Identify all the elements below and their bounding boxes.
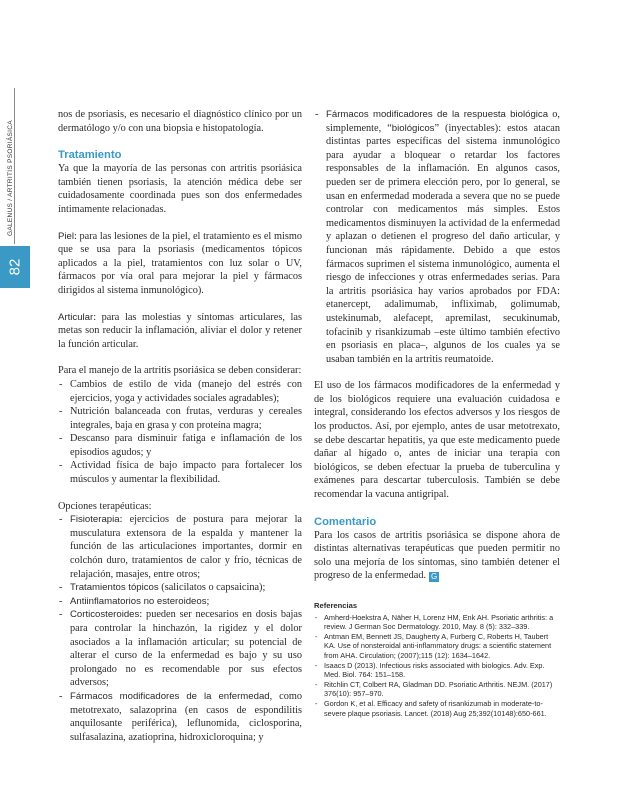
articular-label: Articular [58, 311, 94, 323]
right-column [314, 108, 560, 718]
list-item: - Nutrición balanceada con frutas, verduras y cereales integrales, baja en grasa y con proteína magra; [58, 405, 302, 432]
biologic-quote: biológicos [391, 122, 435, 134]
articular-paragraph [58, 311, 302, 352]
list-item: - Cambios de estilo de vida (manejo del estrés con ejercicios, yoga y actividades sociales agradables); [58, 378, 302, 405]
opciones-intro: Opciones terapéuticas: [58, 500, 152, 512]
piel-text: : para las lesiones de la piel, el tratamiento es el mismo que se usa para la psoriasis (medicamentos tópicos aplicados a la piel, tratamientos con luz solar o UV, fármacos por vía oral para mejorar la piel y fármacos dirigidos al sistema inmunológico). [58, 230, 302, 296]
comentario-text: Para los casos de artritis psoriásica se dispone ahora de distintas alternativas terapéuticas que pueden permitir no solo una mejoría de los síntomas, sino también detener el progreso de la enfermedad. [314, 529, 560, 582]
option-label: Tratamientos tópicos [70, 582, 159, 594]
page-number: 82 [6, 258, 24, 276]
biologic-mid: o, simplemente, “ [326, 109, 561, 134]
page-number-tab [0, 246, 30, 288]
reference-item: - Gordon K, et al. Efficacy and safety of risankizumab in moderate-to-severe plaque psoriasis. Lancet. (2018) Aug 25;392(10148):650-661. [314, 699, 560, 718]
comentario-paragraph [314, 529, 560, 583]
option-text: : ejercicios de postura para mejorar la musculatura extensora de la espalda y mantener la función de las articulaciones importantes, dormir en colchón duro, tratamientos de calor y frío, técnicas de relajación, masajes, entre otros; [70, 514, 302, 580]
option-text: (salicilatos o capsaicina); [158, 582, 266, 594]
list-item: - Descanso para disminuir fatiga e inflamación de los episodios agudos; y [58, 432, 302, 459]
sidebar [0, 0, 30, 802]
option-label: Fármacos modificadores de la enfermedad [70, 690, 270, 702]
uso-paragraph: El uso de los fármacos modificadores de la enfermedad y de los biológicos requiere una evaluación cuidadosa e integral, considerando los efectos adversos y los riesgos de los productos. Así, por ejemplo, antes de usar metotrexato, se debe descartar hepatitis, ya que este medicamento puede dañar al hígado o, antes de iniciar una terapia con biológicos, se deben efectuar la prueba de tuberculina y exámenes para descartar tuberculosis. También se debe recomendar la vacuna antigripal. [314, 380, 560, 501]
biologic-label: Fármacos modificadores de la respuesta biológica [326, 109, 549, 120]
references-heading: Referencias [314, 601, 358, 610]
piel-paragraph [58, 230, 302, 298]
intro-paragraph: nos de psoriasis, es necesario el diagnóstico clínico por un dermatólogo y/o con una biopsia e histopatología. [58, 109, 302, 134]
manejo-list [58, 378, 302, 487]
reference-item: - Antman EM, Bennett JS, Daugherty A, Furberg C, Roberts H, Taubert KA. Use of nonsteroidal anti-inflammatory drugs: a scientific statement from AHA. Circulation; (2007);115 (12): 1634–1642. [314, 632, 560, 661]
list-item [314, 108, 560, 366]
piel-label: Piel [58, 230, 74, 242]
opciones-list [58, 513, 302, 744]
sidebar-rule [14, 88, 15, 244]
option-text: : pueden ser necesarios en dosis bajas para controlar la hinchazón, la rigidez y el dolor asociados a la inflamación articular; su potencial de alterar el curso de la enfermedad es bajo y su uso prolongado no es recomendable por sus efectos adversos; [70, 609, 302, 689]
list-item [58, 608, 302, 690]
list-item [58, 595, 302, 609]
list-item [58, 581, 302, 595]
section-heading-tratamiento: Tratamiento [58, 149, 122, 162]
tratamiento-paragraph: Ya que la mayoría de las personas con artritis psoriásica también tienen psoriasis, la atención médica debe ser cuidadosamente coordinada pues son dos enfermedades íntimamente relacionadas. [58, 163, 302, 215]
references-list [314, 613, 560, 719]
manejo-intro: Para el manejo de la artritis psoriásica se deben considerar: [58, 365, 302, 377]
option-label: Antiinflamatorios no esteroideos [70, 595, 207, 607]
running-head: GALENUS / ARTRITIS PSORIÁSICA [7, 120, 14, 236]
list-item [58, 690, 302, 744]
reference-item: - Isaacs D (2013). Infectious risks associated with biologics. Adv. Exp. Med. Biol. 764: 151–158. [314, 661, 560, 680]
option-text: ; [206, 595, 210, 607]
reference-item: - Ritchlin CT, Colbert RA, Gladman DD. Psoriatic Arthritis. NEJM. (2017) 376(10): 957–970. [314, 680, 560, 699]
reference-item: - Amherd-Hoekstra A, Näher H, Lorenz HM, Enk AH. Psoriatic arthritis: a review. J German Soc Dermatology. 2010, May. 8 (5): 332–339. [314, 613, 560, 632]
biologic-text: ” (inyectables): estos atacan distintas partes específicas del sistema inmunológico para ayudar a bloquear o retardar los factores responsables de la inflamación. En algunos casos, pueden ser de primera elección pero, por lo general, se usan en enfermedad moderada a severa que no se puede controlar con medicamentos más simples. Estos medicamentos disminuyen la actividad de la enfermedad y aplazan o detienen el progreso del daño articular, y funcionan más rápidamente. Debido a que estos fármacos suprimen el sistema inmunológico, aumenta el riesgo de infecciones y otras enfermedades serias. Para la artritis psoriásica hay varios aprobados por FDA: etanercept, adalimumab, infliximab, golimumab, ustekinumab, alefacept, apremilast, secukinumab, tofacinib y risankizumab –este último también efectivo en psoriasis en placa–, algunos de los cuales ya se usaban también en la artritis reumatoide. [326, 122, 560, 365]
list-item [58, 513, 302, 581]
biologic-list [314, 108, 560, 366]
left-column [58, 108, 302, 757]
end-mark-icon: G [430, 572, 438, 582]
option-text: , como metotrexato, salazoprina (en casos de espondilitis anquilosante periférica), leflunomida, ciclosporina, sulfasalazina, azatioprina, hidroxicloroquina; y [70, 690, 302, 743]
option-label: Fisioterapia [70, 514, 120, 526]
articular-text: : para las molestias y síntomas articulares, las metas son reducir la inflamación, aliviar el dolor y retener la función articular. [58, 311, 302, 350]
section-heading-comentario: Comentario [314, 515, 377, 528]
list-item: - Actividad física de bajo impacto para fortalecer los músculos y aumentar la flexibilidad. [58, 459, 302, 486]
option-label: Corticosteroides [70, 609, 140, 621]
